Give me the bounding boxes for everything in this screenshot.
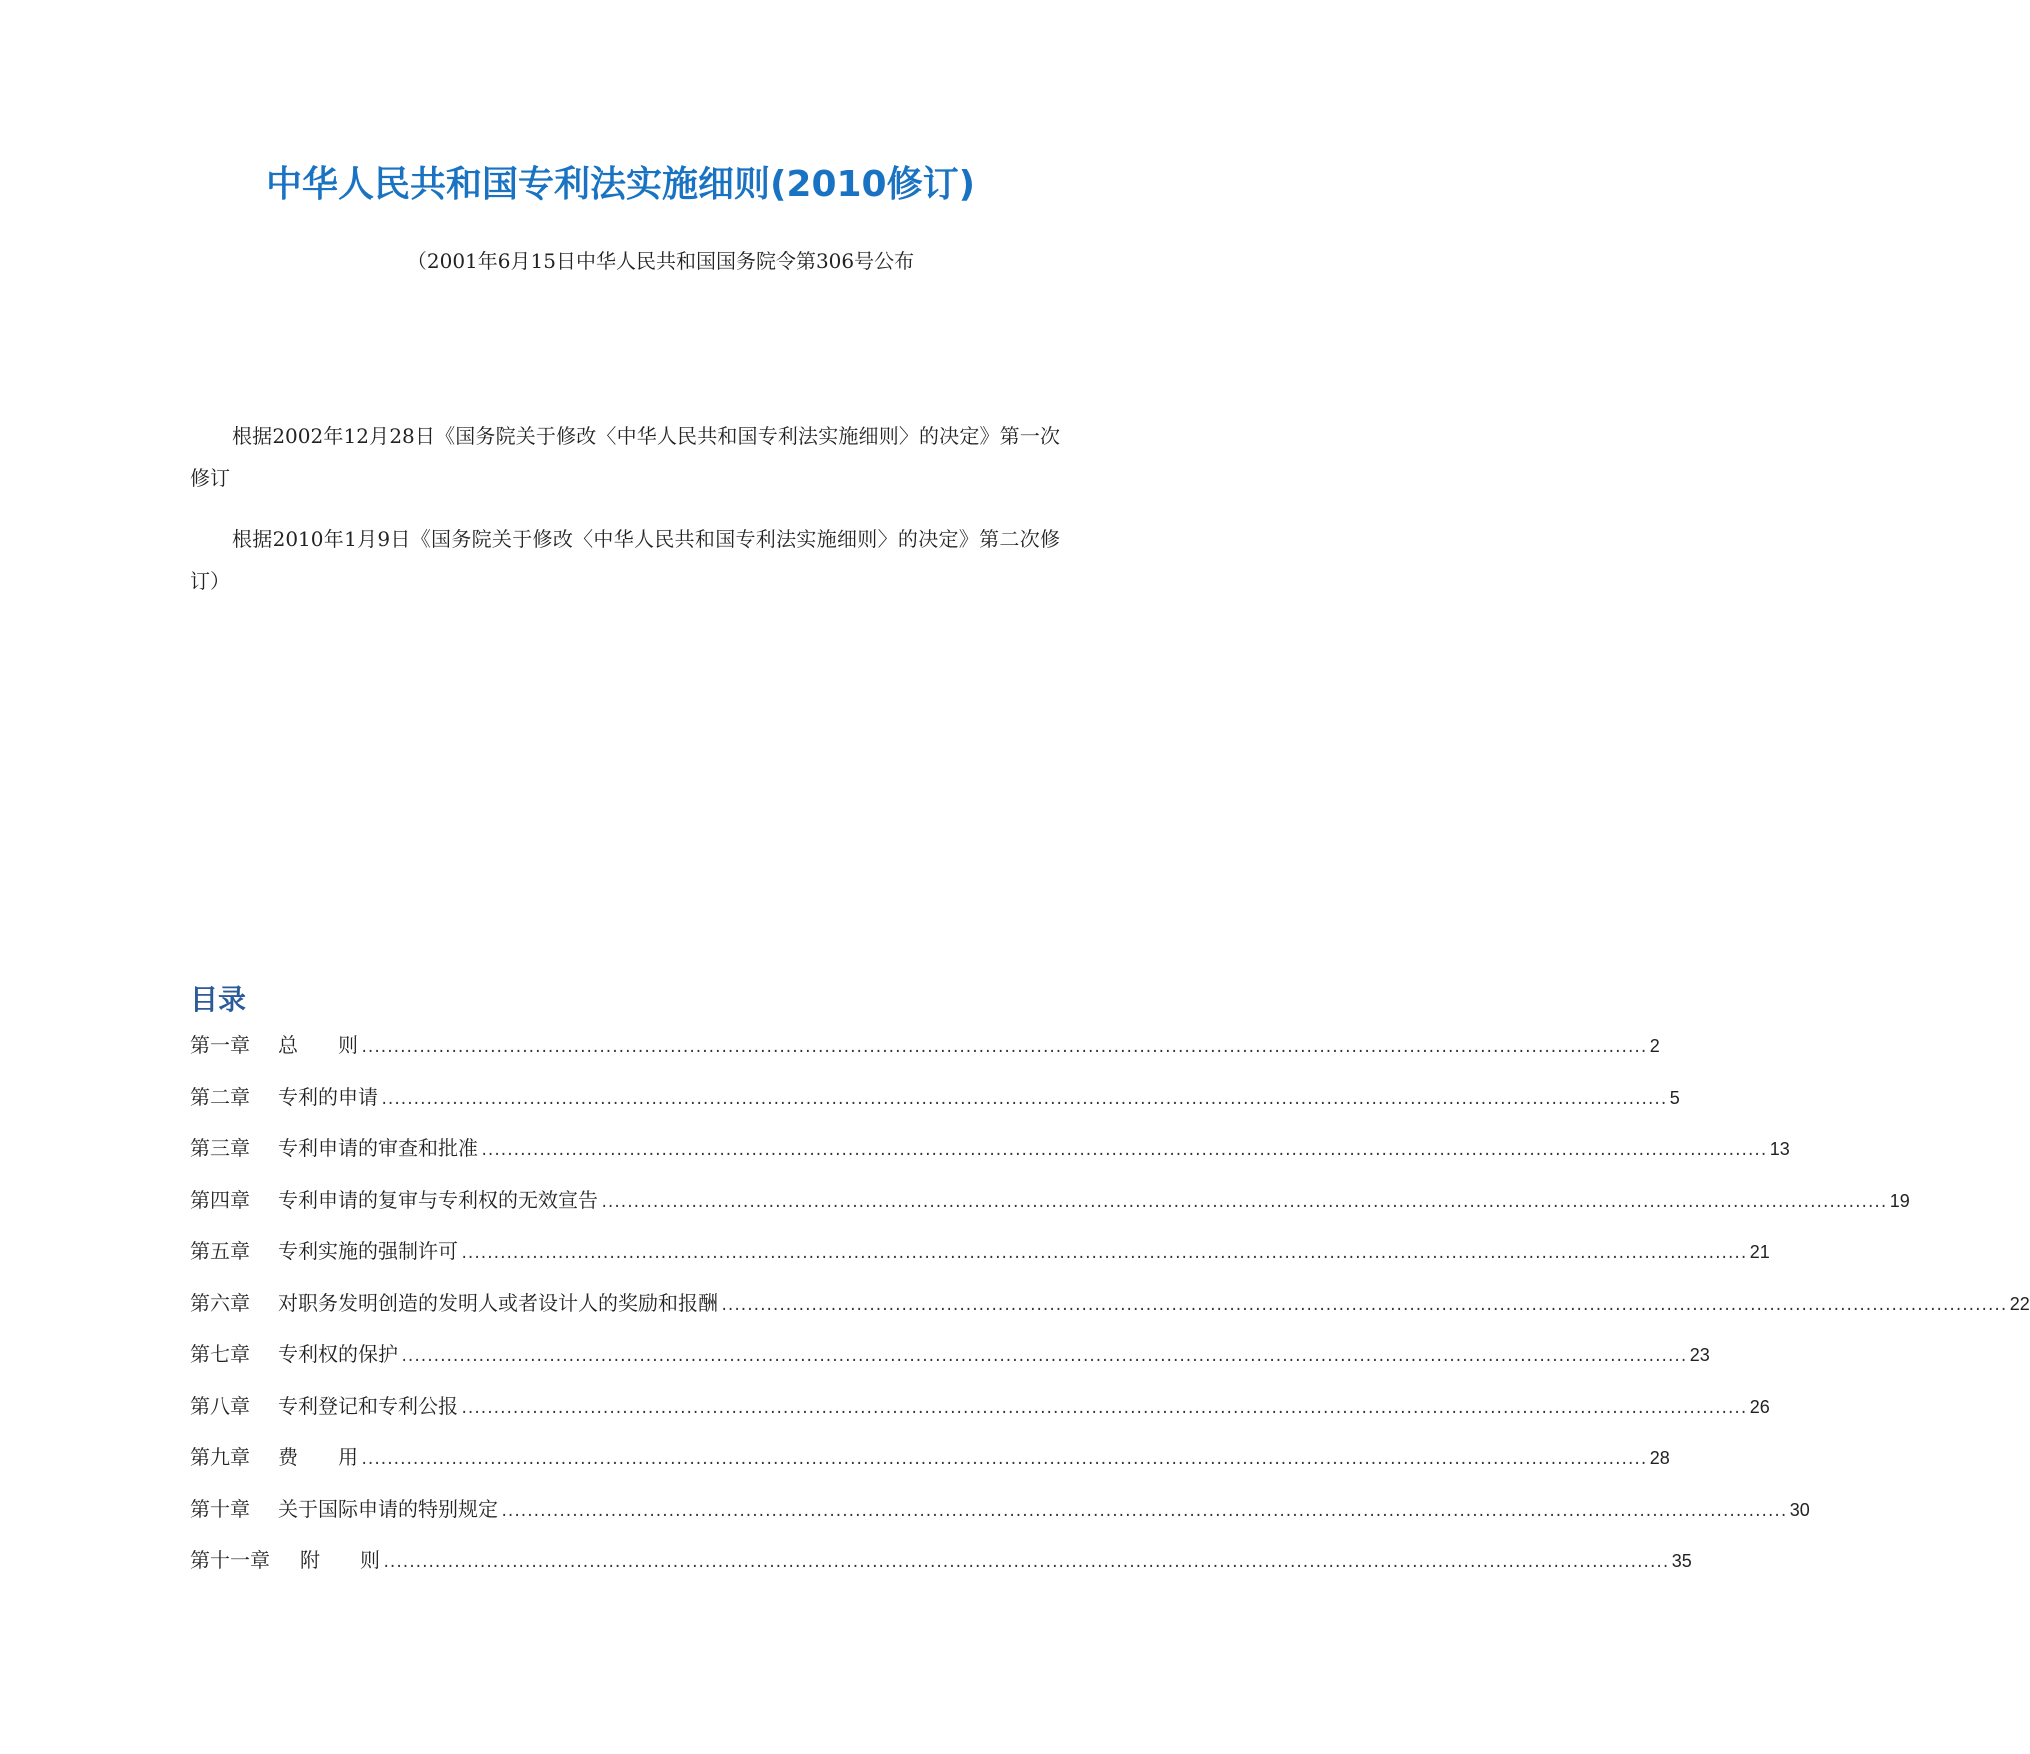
toc-chapter-number: 第九章 [190, 1445, 250, 1469]
toc-leader-dots: ........................................................................................................................................................................................................ [382, 1555, 1668, 1571]
toc-chapter-name: 总 则 [278, 1033, 358, 1057]
toc-chapter-number: 第六章 [190, 1290, 250, 1315]
document-subtitle: （2001年6月15日中华人民共和国国务院令第306号公布 [406, 249, 915, 273]
toc-page-number: 22 [2009, 1293, 2030, 1314]
toc-chapter-number: 第三章 [190, 1136, 250, 1160]
toc-page-number: 19 [1889, 1190, 1910, 1211]
document-title: 中华人民共和国专利法实施细则(2010修订) [265, 164, 976, 205]
toc-chapter-name: 附 则 [300, 1548, 380, 1572]
toc-chapter-name: 专利申请的审查和批准 [278, 1136, 478, 1160]
toc-leader-dots: ........................................................................................................................................................................................................ [720, 1297, 2006, 1314]
toc-chapter-name: 专利的申请 [278, 1084, 378, 1109]
toc-item[interactable] [190, 1288, 2030, 1340]
toc-page-number: 28 [1649, 1448, 1670, 1468]
toc-leader-dots: ........................................................................................................................................................................................................ [500, 1503, 1786, 1520]
toc-item[interactable] [190, 1236, 1770, 1288]
toc-heading: 目录 [190, 983, 247, 1016]
toc-item[interactable] [190, 1082, 1680, 1134]
toc-item[interactable] [190, 1339, 1710, 1391]
toc-chapter-name: 专利申请的复审与专利权的无效宣告 [278, 1187, 598, 1212]
toc-page-number: 30 [1789, 1499, 1810, 1520]
toc-page-number: 5 [1669, 1087, 1680, 1108]
toc-page-number: 26 [1749, 1396, 1770, 1417]
toc-chapter-name: 专利实施的强制许可 [278, 1239, 458, 1263]
toc-chapter-name: 关于国际申请的特别规定 [278, 1496, 498, 1521]
toc-item[interactable] [190, 1545, 1692, 1597]
toc-leader-dots: ........................................................................................................................................................................................................ [360, 1040, 1646, 1056]
toc-page-number: 35 [1671, 1551, 1692, 1571]
toc-chapter-number: 第七章 [190, 1342, 250, 1366]
toc-item[interactable] [190, 1185, 1910, 1237]
toc-item[interactable] [190, 1133, 1790, 1185]
toc-page-number: 13 [1769, 1139, 1790, 1159]
toc-page-number: 21 [1749, 1242, 1770, 1262]
toc-leader-dots: ........................................................................................................................................................................................................ [460, 1246, 1746, 1262]
revision-paragraph-2: 根据2010年1月9日《国务院关于修改〈中华人民共和国专利法实施细则〉的决定》第二次修订） [190, 527, 1060, 593]
revision-paragraph-1: 根据2002年12月28日《国务院关于修改〈中华人民共和国专利法实施细则〉的决定》第一次修订 [190, 424, 1060, 490]
toc-chapter-name: 专利登记和专利公报 [278, 1393, 458, 1418]
toc-chapter-number: 第四章 [190, 1187, 250, 1212]
toc-item[interactable] [190, 1442, 1670, 1494]
table-of-contents [190, 1030, 2030, 1597]
toc-chapter-number: 第十章 [190, 1496, 250, 1521]
toc-leader-dots: ........................................................................................................................................................................................................ [600, 1194, 1886, 1211]
toc-item[interactable] [190, 1494, 1810, 1546]
toc-chapter-number: 第五章 [190, 1239, 250, 1263]
toc-item[interactable] [190, 1391, 1770, 1443]
toc-chapter-number: 第一章 [190, 1033, 250, 1057]
toc-chapter-name: 费 用 [278, 1445, 358, 1469]
toc-page-number: 2 [1649, 1036, 1660, 1056]
toc-item[interactable] [190, 1030, 1660, 1082]
toc-chapter-name: 专利权的保护 [278, 1342, 398, 1366]
toc-chapter-number: 第二章 [190, 1084, 250, 1109]
toc-chapter-name: 对职务发明创造的发明人或者设计人的奖励和报酬 [278, 1290, 718, 1315]
toc-leader-dots: ........................................................................................................................................................................................................ [400, 1349, 1686, 1365]
toc-leader-dots: ........................................................................................................................................................................................................ [480, 1143, 1766, 1159]
toc-leader-dots: ........................................................................................................................................................................................................ [360, 1452, 1646, 1468]
toc-leader-dots: ........................................................................................................................................................................................................ [380, 1091, 1666, 1108]
toc-chapter-number: 第八章 [190, 1393, 250, 1418]
toc-chapter-number: 第十一章 [190, 1548, 270, 1572]
toc-page-number: 23 [1689, 1345, 1710, 1365]
toc-leader-dots: ........................................................................................................................................................................................................ [460, 1400, 1746, 1417]
